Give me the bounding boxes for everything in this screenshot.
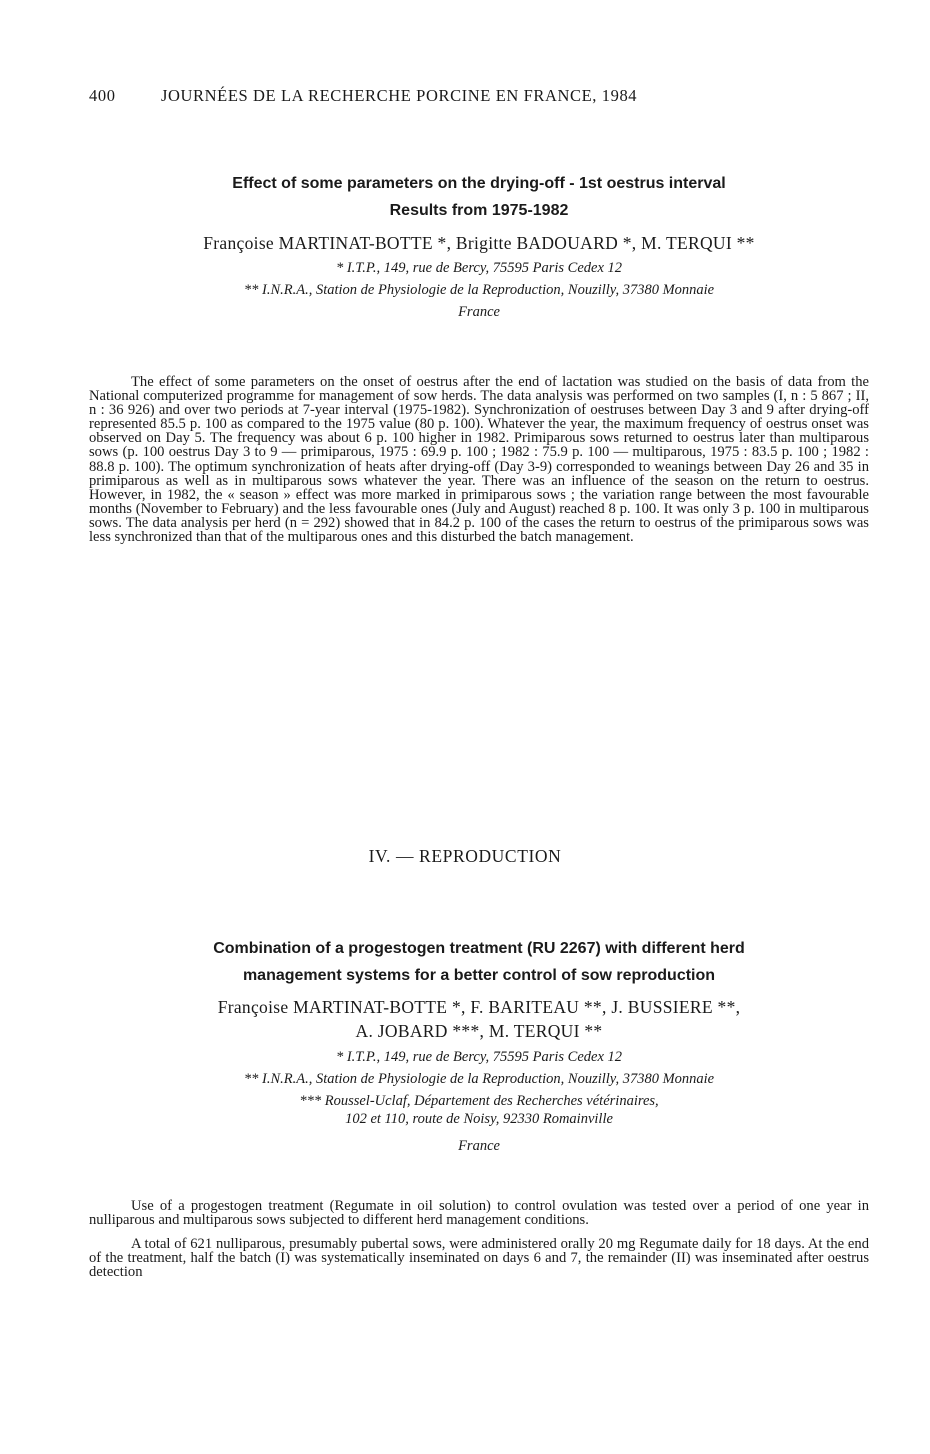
article-2-paragraph-2: A total of 621 nulliparous, presumably pubertal sows, were administered orally 20 mg Regumate daily for 18 days. At the end of the treatment, half the batch (I) was systematically inseminated on days 6 and 7, the remainder (II) was inseminated after oestrus detection: [89, 1236, 869, 1281]
article-1-abstract-text: The effect of some parameters on the onset of oestrus after the end of lactation was studied on the basis of data from the National computerized programme for management of sow herds. The data analysis was performed on two samples (I, n : 5 867 ; II, n : 36 926) and over two periods at 7-year interval (1975-1982). Synchronization of oestruses between Day 3 and 9 after drying-off represented 85.5 p. 100 as compared to the 1975 value (80 p. 100). Whatever the year, the maximum frequency of oestrus onset was observed on Day 5. The frequency was about 6 p. 100 higher in 1982. Primiparous sows returned to oestrus later than multiparous sows (p. 100 oestrus Day 3 to 9 — primiparous, 1975 : 69.9 p. 100 ; 1982 : 75.9 p. 100 — multiparous, 1975 : 83.5 p. 100 ; 1982 : 88.8 p. 100). The optimum synchronization of heats after drying-off (Day 3-9) corresponded to weanings between Day 26 and 35 in primiparous as well as in multiparous sows whatever the year. There was an influence of the season on the return to oestrus. However, in 1982, the « season » effect was more marked in primiparous sows ; the variation range between the most favourable months (November to February) and the less favourable ones (July and August) reached 8 p. 100. It was only 3 p. 100 in multiparous sows. The data analysis per herd (n = 292) showed that in 84.2 p. 100 of the cases the return to oestrus of the primiparous sows was less synchronized than that of the multiparous ones and this disturbed the batch management.: [89, 374, 869, 546]
article-2-affiliation-3-line-1: *** Roussel-Uclaf, Département des Recherches vétérinaires,: [299, 1093, 659, 1109]
article-2-affiliation-3-line-2: 102 et 110, route de Noisy, 92330 Romainville: [345, 1111, 613, 1127]
article-2-authors-line-1: Françoise MARTINAT-BOTTE *, F. BARITEAU **, J. BUSSIERE **,: [217, 997, 741, 1017]
article-1-authors: Françoise MARTINAT-BOTTE *, Brigitte BADOUARD *, M. TERQUI **: [203, 233, 755, 253]
article-2-authors-line-2: A. JOBARD ***, M. TERQUI **: [355, 1021, 603, 1041]
article-2-affiliation-2: ** I.N.R.A., Station de Physiologie de la Reproduction, Nouzilly, 37380 Monnaie: [243, 1071, 715, 1087]
running-header: [89, 86, 849, 106]
article-2-body: [89, 1199, 869, 1279]
article-1-country: France: [458, 304, 500, 320]
article-1-abstract: [89, 375, 869, 544]
article-1-title-line-1: Effect of some parameters on the drying-off - 1st oestrus interval: [232, 175, 726, 192]
section-heading: IV. — REPRODUCTION: [368, 846, 562, 866]
article-1-heading: [89, 170, 869, 323]
page-number: 400: [89, 86, 116, 105]
article-2-affiliation-1: * I.T.P., 149, rue de Bercy, 75595 Paris Cedex 12: [335, 1049, 623, 1065]
article-2-title-line-1: Combination of a progestogen treatment (RU 2267) with different herd: [213, 940, 745, 957]
article-2-heading: [89, 935, 869, 1157]
article-1-affiliation-1: * I.T.P., 149, rue de Bercy, 75595 Paris Cedex 12: [335, 260, 623, 276]
journal-title: JOURNÉES DE LA RECHERCHE PORCINE EN FRANCE, 1984: [161, 86, 638, 105]
article-1-affiliation-2: ** I.N.R.A., Station de Physiologie de la Reproduction, Nouzilly, 37380 Monnaie: [243, 282, 715, 298]
article-1-title-line-2: Results from 1975-1982: [389, 202, 569, 219]
article-2-title-line-2: management systems for a better control of sow reproduction: [242, 967, 716, 984]
article-2-paragraph-1: Use of a progestogen treatment (Regumate in oil solution) to control ovulation was tested over a period of one year in nulliparous and multiparous sows subjected to different herd management conditions.: [89, 1198, 869, 1229]
article-2-country: France: [458, 1138, 500, 1154]
